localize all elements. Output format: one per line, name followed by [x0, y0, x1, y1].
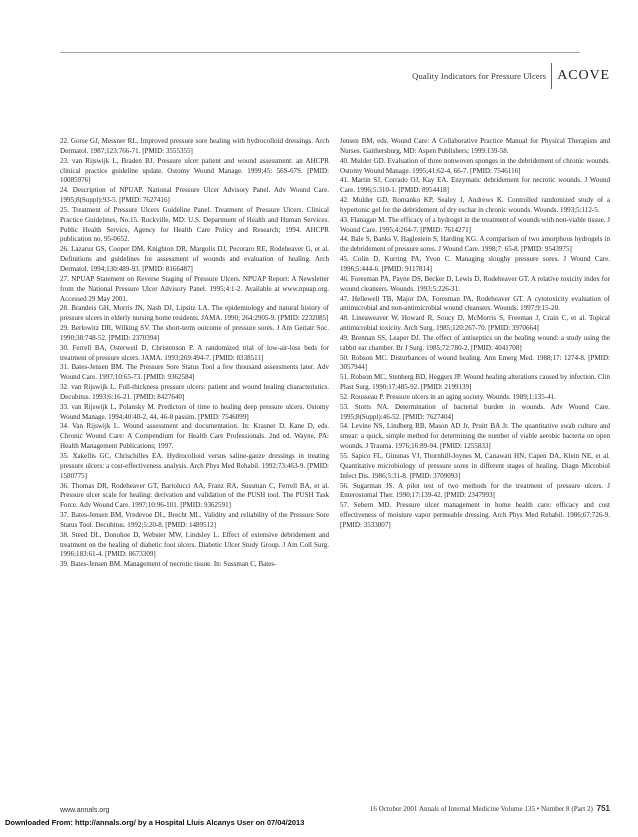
reference-item: 27. NPUAP Statement on Reverse Staging of Pressure Ulcers. NPUAP Report: A Newsletter from the National Pressure Ulcer Advisory Panel. 1995;4:1-2. Available at www.npuap.org. Accessed 29 May 2001. — [60, 274, 329, 303]
reference-item: 30. Ferrell BA, Osterweil D, Christenson P. A randomized trial of low-air-loss beds for treatment of pressure ulcers. JAMA. 1993;269:494-7. [PMID: 8338511] — [60, 343, 329, 362]
page-number: 751 — [596, 804, 610, 813]
reference-item: 34. Van Rijswijk L. Wound assessment and documentation. In: Krasner D, Kane D, eds. Chronic Wound Care: A Compendium for Health Care Professionals. 2nd ed. Wayne, PA: Health Management Publications; 1997. — [60, 422, 329, 451]
reference-item: 44. Bale S, Banks V, Haglestein S, Harding KG. A comparison of two amorphous hydrogels in the debridement of pressure sores. J Wound Care. 1998;7: 65-8. [PMID: 9543975] — [340, 235, 610, 254]
reference-item: 22. Gorse GJ, Messner RL. Improved pressure sore healing with hydrocolloid dressings. Arch Dermatol. 1987;123:766-71. [PMID: 3555355] — [60, 137, 329, 155]
reference-item: 23. van Rijswijk L, Braden BJ. Pressure ulcer patient and wound assessment: an AHCPR clinical practice guideline update. Ostomy Wound Manage. 1999;45: 56S-67S. [PMID: 10085976] — [60, 156, 329, 185]
reference-item: 46. Foresman PA, Payne DS, Becker D, Lewis D, Rodeheaver GT. A relative toxicity index for wound cleansers. Wounds. 1993;5:226-31. — [340, 274, 610, 293]
reference-item: 28. Brandeis GH, Morris JN, Nash DJ, Lipsitz LA. The epidemiology and natural history of pressure ulcers in elderly nursing home residents. JAMA. 1990; 264:2905-9. [PMID: 2232085] — [60, 304, 329, 323]
reference-item: 29. Berlowitz DR, Wilking SV. The short-term outcome of pressure sores. J Am Geriatr Soc. 1990;38:748-52. [PMID: 2370394] — [60, 324, 329, 342]
reference-item: 41. Martin SJ, Corrado OJ, Kay EA. Enzymatic debridement for necrotic wounds. J Wound Care. 1996;5:310-1. [PMID: 8954418] — [340, 176, 610, 195]
reference-item: 49. Brennan SS, Leaper DJ. The effect of antiseptics on the healing wound: a study using the rabbit ear chamber. Br J Surg. 1985;72:780-2. [PMID: 4041708] — [340, 333, 610, 352]
references-right-column — [340, 137, 610, 531]
reference-item: 47. Hellewell TB, Major DA, Foresman PA, Rodeheaver GT. A cytotoxicity evaluation of antimicrobial and non-antimicrobial wound cleansers. Wounds. 1997;9:15-20. — [340, 294, 610, 313]
reference-item: 24. Description of NPUAP. National Pressure Ulcer Advisory Panel. Adv Wound Care. 1995;8(Suppl):93-5. [PMID: 7627416] — [60, 186, 329, 205]
reference-item: 32. van Rijswijk L. Full-thickness pressure ulcers: patient and wound healing characteristics. Decubitus. 1993;6:16-21. [PMID: 8427640] — [60, 383, 329, 401]
reference-item: 50. Robson MC. Disturbances of wound healing. Ann Emerg Med. 1988;17: 1274-8. [PMID: 3057944] — [340, 353, 610, 372]
reference-item: 37. Bates-Jensen BM, Vredevoe DL, Brecht ML. Validity and reliability of the Pressure Sore Status Tool. Decubitus. 1992;5:20-8. [PMID: 1489512] — [60, 511, 329, 529]
reference-item: 45. Colin D, Kurring PA, Yvon C. Managing sloughy pressure sores. J Wound Care. 1996;5:444-6. [PMID: 9117814] — [340, 255, 610, 273]
reference-item: 38. Steed DL, Donohoe D, Webster MW, Lindsley L. Effect of extensive debridement and treatment on the healing of diabetic foot ulcers. Diabetic Ulcer Study Group. J Am Coll Surg. 1996;183:61-4. [PMID: 8673309] — [60, 530, 329, 559]
journal-website: www.annals.org — [60, 807, 110, 814]
references-left-column — [60, 137, 329, 570]
reference-item: 33. van Rijswijk L, Polansky M. Predictors of time to healing deep pressure ulcers. Ostomy Wound Manage. 1994;40:40-2, 44, 46-8 passim. [PMID: 7546099] — [60, 402, 329, 421]
reference-item: 25. Treatment of Pressure Ulcers Guideline Panel. Treatment of Pressure Ulcers. Clinical Practice Guidelines, No.15. Rockville, MD: U.S. Department of Health and Human Services. Public Health Service, Agency for Health Care Policy and Research; 1994. AHCPR publication no. 95-0652. — [60, 205, 329, 244]
citation-text: 16 October 2001 Annals of Internal Medicine Volume 135 • Number 8 (Part 2) — [369, 805, 593, 813]
journal-citation — [370, 804, 610, 813]
reference-item: 56. Sugarman JS. A pilot test of two methods for the treatment of pressure ulcers. J Enterostomal Ther. 1990;17:139-42. [PMID: 2347993] — [340, 481, 610, 500]
reference-item: 53. Stotts NA. Determination of bacterial burden in wounds. Adv Wound Care. 1995;8(Suppl):46-52. [PMID: 7627404] — [340, 402, 610, 421]
reference-item: 40. Mulder GD. Evaluation of three nonwoven sponges in the debridement of chronic wounds. Ostomy Wound Manage. 1995;41:62-4, 66-7. [PMID: 7546116] — [340, 156, 610, 175]
reference-item: 31. Bates-Jensen BM. The Pressure Sore Status Tool a few thousand assessments later. Adv Wound Care. 1997;10:65-73. [PMID: 9362584] — [60, 363, 329, 382]
reference-item: 42. Mulder GD, Romanko KP, Sealey J, Andrews K. Controlled randomized study of a hypertonic gel for the debridement of dry eschar in chronic wounds. Wounds. 1993;5:112-5. — [340, 196, 610, 214]
reference-item: 36. Thomas DR, Rodeheaver GT, Bartolucci AA, Franz RA, Sussman C, Ferrell BA, et al. Pressure ulcer scale for healing: derivation and validation of the PUSH tool. The PUSH Task Force. Adv Wound Care. 1997;10:96-101. [PMID: 9362591] — [60, 481, 329, 510]
reference-item: 26. Lazarus GS, Cooper DM, Knighton DR, Margolis DJ, Pecoraro RE, Rodeheaver G, et al. Definitions and guidelines for assessment of wounds and evaluation of healing. Arch Dermatol. 1994;130:489-93. [PMID: 8166487] — [60, 245, 329, 273]
reference-item: 55. Sapico FL, Ginunas VJ, Thornhill-Joynes M, Canawati HN, Capen DA, Klein NE, et al. Quantitative microbiology of pressure sores in different stages of healing. Diagn Microbiol Infect Dis. 1986;5:31-8. [PMID: 3709093] — [340, 452, 610, 480]
brand-name: ACOVE — [557, 68, 610, 83]
reference-item: 43. Flanagan M. The efficacy of a hydrogel in the treatment of wounds with non-viable tissue. J Wound Care. 1995;4:264-7. [PMID: 7614271] — [340, 215, 611, 234]
running-header — [412, 63, 610, 89]
reference-item: 39. Bates-Jensen BM. Management of necrotic tissue. In: Sussman C, Bates- — [60, 560, 277, 569]
header-divider — [551, 63, 552, 89]
download-notice: Downloaded From: http://annals.org/ by a Hospital Lluis Alcanys User on 07/04/2013 — [5, 818, 305, 827]
reference-item: 48. Lineaweaver W, Howard R, Soucy D, McMorris S, Freeman J, Crain C, et al. Topical antimicrobial toxicity. Arch Surg. 1985;120:267-70. [PMID: 3970664] — [340, 314, 610, 333]
reference-item: 52. Rousseau P. Pressure ulcers in an aging society. Wounds. 1989;1:135-41. — [340, 392, 556, 401]
running-title: Quality Indicators for Pressure Ulcers — [412, 71, 547, 81]
header-rule — [60, 52, 580, 53]
reference-item: 51. Robson MC, Stenberg BD, Heggers JP. Wound healing alterations caused by infection. Clin Plast Surg. 1990;17:485-92. [PMID: 2199139] — [340, 373, 610, 392]
reference-item: 54. Levine NS, Lindberg RB, Mason AD Jr, Pruitt BA Jr. The quantitative swab culture and smear: a quick, simple method for determining the number of viable aerobic bacteria on open wounds. J Trauma. 1976;16:89-94. [PMID: 1255833] — [340, 422, 610, 451]
reference-item: 35. Xakellis GC, Chrischilles EA. Hydrocolloid versus saline-gauze dressings in treating pressure ulcers: a cost-effectiveness analysis. Arch Phys Med Rehabil. 1992;73:463-9. [PMID: 1580775] — [60, 452, 329, 480]
reference-item: Jensen BM, eds. Wound Care: A Collaborative Practice Manual for Physical Therapists and Nurses. Gaithersburg, MD: Aspen Publishers; 1999:139-58. — [340, 137, 610, 155]
reference-item: 57. Sebern MD. Pressure ulcer management in home health care: efficacy and cost effectiveness of moisture vapor permeable dressing. Arch Phys Med Rehabil. 1986;67:726-9. [PMID: 3533007] — [340, 501, 610, 529]
